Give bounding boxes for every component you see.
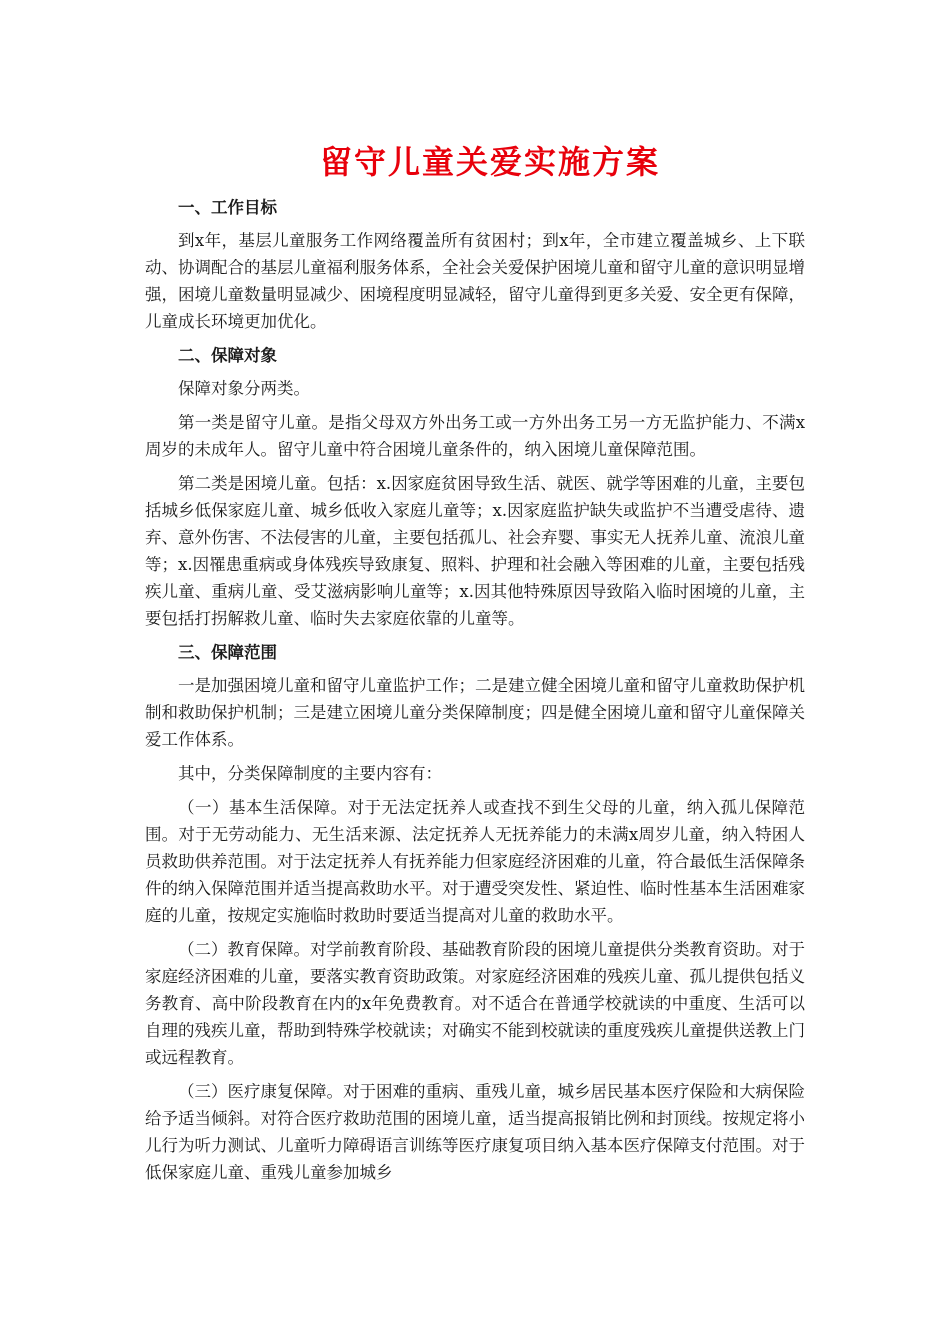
section-heading: 三、保障范围 xyxy=(178,643,277,662)
paragraph: 其中，分类保障制度的主要内容有： xyxy=(178,764,442,783)
paragraph: 第二类是困境儿童。包括：x.因家庭贫困导致生活、就医、就学等困难的儿童，主要包括城乡低保家庭儿童、城乡低收入家庭儿童等；x.因家庭监护缺失或监护不当遭受虐待、遗弃、意外伤害、不法侵害的儿童，主要包括孤儿、社会弃婴、事实无人抚养儿童、流浪儿童等；x.因罹患重病或身体残疾导致康复、照料、护理和社会融入等困难的儿童，主要包括残疾儿童、重病儿童、受艾滋病影响儿童等；x.因其他特殊原因导致陷入临时困境的儿童，主要包括打拐解救儿童、临时失去家庭依靠的儿童等。 xyxy=(145,474,805,628)
paragraph: 第一类是留守儿童。是指父母双方外出务工或一方外出务工另一方无监护能力、不满x周岁的未成年人。留守儿童中符合困境儿童条件的，纳入困境儿童保障范围。 xyxy=(145,413,805,459)
section-protection-targets xyxy=(145,342,805,632)
document-body xyxy=(145,140,805,1193)
section-heading: 一、工作目标 xyxy=(178,198,277,217)
section-heading: 二、保障对象 xyxy=(178,346,277,365)
section-work-goals xyxy=(145,194,805,335)
paragraph: 一是加强困境儿童和留守儿童监护工作；二是建立健全困境儿童和留守儿童救助保护机制和救助保护机制；三是建立困境儿童分类保障制度；四是健全困境儿童和留守儿童保障关爱工作体系。 xyxy=(145,676,805,749)
paragraph: （一）基本生活保障。对于无法定抚养人或查找不到生父母的儿童，纳入孤儿保障范围。对于无劳动能力、无生活来源、法定抚养人无抚养能力的未满x周岁儿童，纳入特困人员救助供养范围。对于法定抚养人有抚养能力但家庭经济困难的儿童，符合最低生活保障条件的纳入保障范围并适当提高救助水平。对于遭受突发性、紧迫性、临时性基本生活困难家庭的儿童，按规定实施临时救助时要适当提高对儿童的救助水平。 xyxy=(145,798,805,925)
section-protection-scope xyxy=(145,639,805,1186)
paragraph: 保障对象分两类。 xyxy=(178,379,310,398)
paragraph: 到x年，基层儿童服务工作网络覆盖所有贫困村；到x年，全市建立覆盖城乡、上下联动、协调配合的基层儿童福利服务体系，全社会关爱保护困境儿童和留守儿童的意识明显增强，困境儿童数量明显减少、困境程度明显减轻，留守儿童得到更多关爱、安全更有保障，儿童成长环境更加优化。 xyxy=(145,231,805,331)
document-title: 留守儿童关爱实施方案 xyxy=(319,143,660,181)
paragraph: （三）医疗康复保障。对于困难的重病、重残儿童，城乡居民基本医疗保险和大病保险给予适当倾斜。对符合医疗救助范围的困境儿童，适当提高报销比例和封顶线。按规定将小儿行为听力测试、儿童听力障碍语言训练等医疗康复项目纳入基本医疗保障支付范围。对于低保家庭儿童、重残儿童参加城乡 xyxy=(145,1082,805,1182)
paragraph: （二）教育保障。对学前教育阶段、基础教育阶段的困境儿童提供分类教育资助。对于家庭经济困难的儿童，要落实教育资助政策。对家庭经济困难的残疾儿童、孤儿提供包括义务教育、高中阶段教育在内的x年免费教育。对不适合在普通学校就读的中重度、生活可以自理的残疾儿童，帮助到特殊学校就读；对确实不能到校就读的重度残疾儿童提供送教上门或远程教育。 xyxy=(145,940,805,1067)
